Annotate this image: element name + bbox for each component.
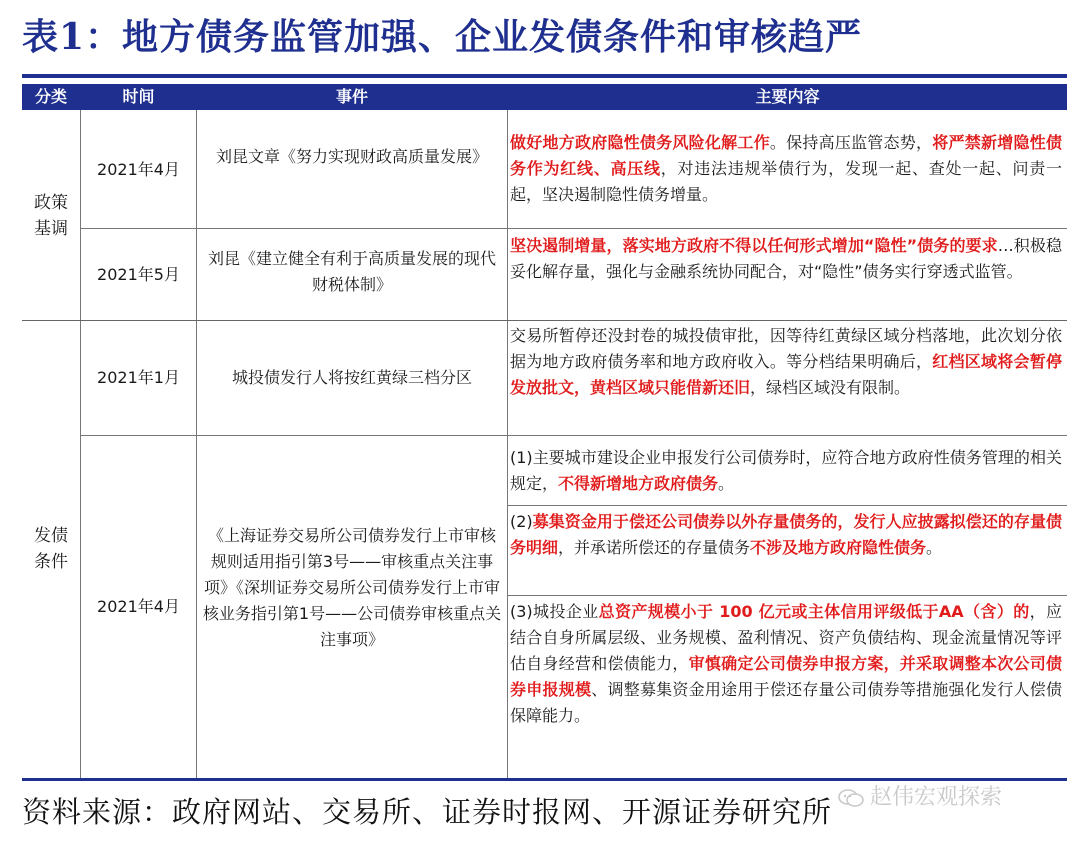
watermark [838, 780, 1002, 811]
time-cell: 2021年1月 [97, 368, 180, 387]
header-event: 事件 [335, 87, 368, 106]
content-text: (1)主要城市建设企业申报发行公司债券时，应符合地方政府性债务管理的相关规定， [510, 448, 1062, 493]
category-policy [22, 190, 80, 242]
content-text: (3)城投企业 [510, 602, 599, 621]
content-text: 交易所暂停还没封卷的城投债审批，因等待红黄绿区域分档落地，此次划分依据为地方政府债务率和地方政府收入。等分档结果明确后， [510, 326, 1062, 371]
page-title: 表1：地方债务监管加强、企业发债条件和审核趋严 [22, 16, 863, 58]
time-cell: 2021年4月 [97, 160, 180, 179]
event-cell: 刘昆文章《努力实现财政高质量发展》 [215, 147, 488, 166]
highlight-text: 总资产规模小于 100 亿元或主体信用评级低于AA（含）的 [598, 602, 1030, 621]
grid-line [507, 110, 508, 778]
header-content: 主要内容 [755, 87, 820, 106]
grid-line [80, 110, 81, 778]
content-text: …积极稳妥化解存量，强化与金融系统协同配合，对“隐性”债务实行穿透式监管。 [510, 236, 1062, 281]
category-line: 政策 [34, 193, 68, 213]
grid-line [196, 110, 197, 778]
highlight-text: 不得新增地方政府债务 [558, 474, 719, 493]
time-cell: 2021年4月 [97, 597, 180, 616]
category-issuance [22, 523, 80, 575]
highlight-text: 红档区域将会暂停发放批文，黄档区域只能借新还旧 [510, 352, 1062, 397]
title-underline [22, 74, 1067, 78]
content-cell [510, 233, 1062, 285]
content-text: ，应结合自身所属层级、业务规模、盈利情况、资产负债结构、现金流量情况等评估自身经营和偿债能力， [510, 602, 1062, 673]
grid-line [508, 595, 1067, 596]
content-cell [510, 599, 1062, 729]
content-text: 。 [718, 474, 735, 493]
category-line: 发债 [34, 526, 68, 546]
highlight-text: 审慎确定公司债券申报方案，并采取调整本次公司债券申报规模 [510, 654, 1062, 699]
group-divider [22, 320, 1067, 321]
content-text: 。 [926, 538, 943, 557]
highlight-text: 将严禁新增隐性债务作为红线、高压线 [510, 133, 1062, 178]
content-cell [510, 130, 1062, 208]
content-text: ，并承诺所偿还的存量债务 [558, 538, 751, 557]
content-text: ，绿档区域没有限制。 [750, 378, 911, 397]
content-cell [510, 445, 1062, 497]
source-note: 资料来源：政府网站、交易所、证券时报网、开源证券研究所 [22, 795, 833, 829]
event-cell: 刘昆《建立健全有利于高质量发展的现代财税体制》 [207, 249, 496, 294]
content-cell [510, 509, 1062, 561]
header-time: 时间 [122, 87, 155, 106]
content-text: 。保持高压监管态势， [769, 133, 933, 152]
grid-line [81, 435, 1067, 436]
time-cell: 2021年5月 [97, 265, 180, 284]
grid-line [508, 505, 1067, 506]
watermark-text: 赵伟宏观探索 [870, 785, 1003, 810]
highlight-text: 做好地方政府隐性债务风险化解工作 [510, 133, 770, 152]
header-category: 分类 [34, 87, 67, 106]
content-text: 、调整募集资金用途用于偿还存量公司债券等措施强化发行人偿债保障能力。 [510, 680, 1062, 725]
highlight-text: 募集资金用于偿还公司债券以外存量债务的，发行人应披露拟偿还的存量债务明细 [510, 512, 1062, 557]
event-cell: 《上海证券交易所公司债券发行上市审核规则适用指引第3号——审核重点关注事项》《深圳证券交易所公司债券发行上市审核业务指引第1号——公司债券审核重点关注事项》 [202, 526, 502, 649]
content-text: (2) [510, 512, 533, 531]
category-line: 条件 [34, 552, 68, 572]
content-text: ，对违法违规举债行为，发现一起、查处一起、问责一起，坚决遏制隐性债务增量。 [510, 159, 1062, 204]
category-line: 基调 [34, 219, 68, 239]
grid-line [81, 228, 1067, 229]
highlight-text: 坚决遏制增量，落实地方政府不得以任何形式增加“隐性”债务的要求 [510, 236, 998, 255]
content-cell [510, 323, 1062, 401]
highlight-text: 不涉及地方政府隐性债务 [750, 538, 927, 557]
event-cell: 城投债发行人将按红黄绿三档分区 [231, 368, 472, 387]
wechat-icon [838, 788, 864, 808]
